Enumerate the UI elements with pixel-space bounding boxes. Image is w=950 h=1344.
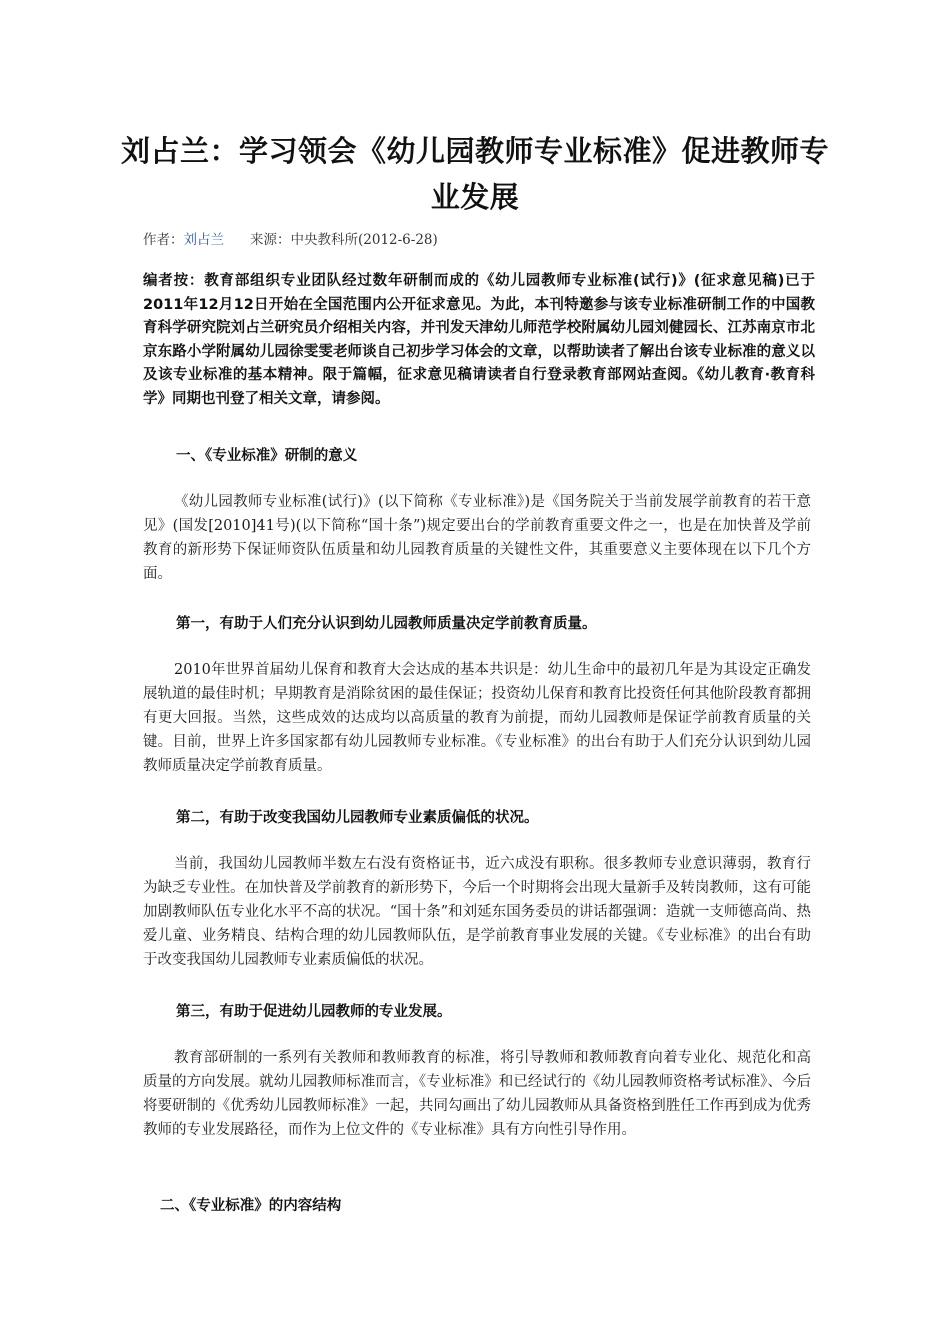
point-1-body: 2010年世界首届幼儿保育和教育大会达成的基本共识是：幼儿生命中的最初几年是为其设定正确发展轨道的最佳时机；早期教育是消除贫困的最佳保证；投资幼儿保育和教育比投资任何其他阶段教育都拥有更大回报。当然，这些成效的达成均以高质量的教育为前提，而幼儿园教师是保证学前教育质量的关键。目前，世界上许多国家都有幼儿园教师专业标准。《专业标准》的出台有助于人们充分认识到幼儿园教师质量决定学前教育质量。 [143, 662, 811, 774]
editor-note: 编者按：教育部组织专业团队经过数年研制而成的《幼儿园教师专业标准(试行)》(征求意见稿)已于2011年12月12日开始在全国范围内公开征求意见。为此，本刊特邀参与该专业标准研制工作的中国教育科学研究院刘占兰研究员介绍相关内容，并刊发天津幼儿师范学校附属幼儿园刘健园长、江苏南京市北京东路小学附属幼儿园徐雯雯老师谈自己初步学习体会的文章，以帮助读者了解出台该专业标准的意义以及该专业标准的基本精神。限于篇幅，征求意见稿请读者自行登录教育部网站查阅。《幼儿教育·教育科学》同期也刊登了相关文章，请参阅。 [143, 273, 815, 407]
source-info: 来源：中央教科所(2012-6-28) [250, 232, 438, 248]
byline [143, 228, 438, 248]
author-label: 作者： [143, 232, 184, 248]
section-1-heading: 一、《专业标准》研制的意义 [176, 448, 358, 464]
section-2-heading: 二、《专业标准》的内容结构 [160, 1198, 342, 1214]
point-2-heading: 第二，有助于改变我国幼儿园教师专业素质偏低的状况。 [176, 810, 539, 826]
article-title: 刘占兰：学习领会《幼儿园教师专业标准》促进教师专业发展 [120, 134, 829, 214]
point-2-body: 当前，我国幼儿园教师半数左右没有资格证书，近六成没有职称。很多教师专业意识薄弱，教育行为缺乏专业性。在加快普及学前教育的新形势下，今后一个时期将会出现大量新手及转岗教师，这有可能加剧教师队伍专业化水平不高的状况。“国十条”和刘延东国务委员的讲话都强调：造就一支师德高尚、热爱儿童、业务精良、结构合理的幼儿园教师队伍，是学前教育事业发展的关键。《专业标准》的出台有助于改变我国幼儿园教师专业素质偏低的状况。 [143, 856, 811, 968]
author-link[interactable]: 刘占兰 [183, 232, 224, 248]
point-3-body: 教育部研制的一系列有关教师和教师教育的标准，将引导教师和教师教育向着专业化、规范化和高质量的方向发展。就幼儿园教师标准而言，《专业标准》和已经试行的《幼儿园教师资格考试标准》、今后将要研制的《优秀幼儿园教师标准》一起，共同勾画出了幼儿园教师从具备资格到胜任工作再到成为优秀教师的专业发展路径，而作为上位文件的《专业标准》具有方向性引导作用。 [143, 1050, 811, 1138]
point-1-heading: 第一，有助于人们充分认识到幼儿园教师质量决定学前教育质量。 [176, 616, 597, 632]
section-1-intro: 《幼儿园教师专业标准(试行)》(以下简称《专业标准》)是《国务院关于当前发展学前教育的若干意见》(国发[2010]41号)(以下简称“国十条”)规定要出台的学前教育重要文件之一，也是在加快普及学前教育的新形势下保证师资队伍质量和幼儿园教育质量的关键性文件，其重要意义主要体现在以下几个方面。 [143, 494, 811, 582]
point-3-heading: 第三，有助于促进幼儿园教师的专业发展。 [176, 1004, 452, 1020]
